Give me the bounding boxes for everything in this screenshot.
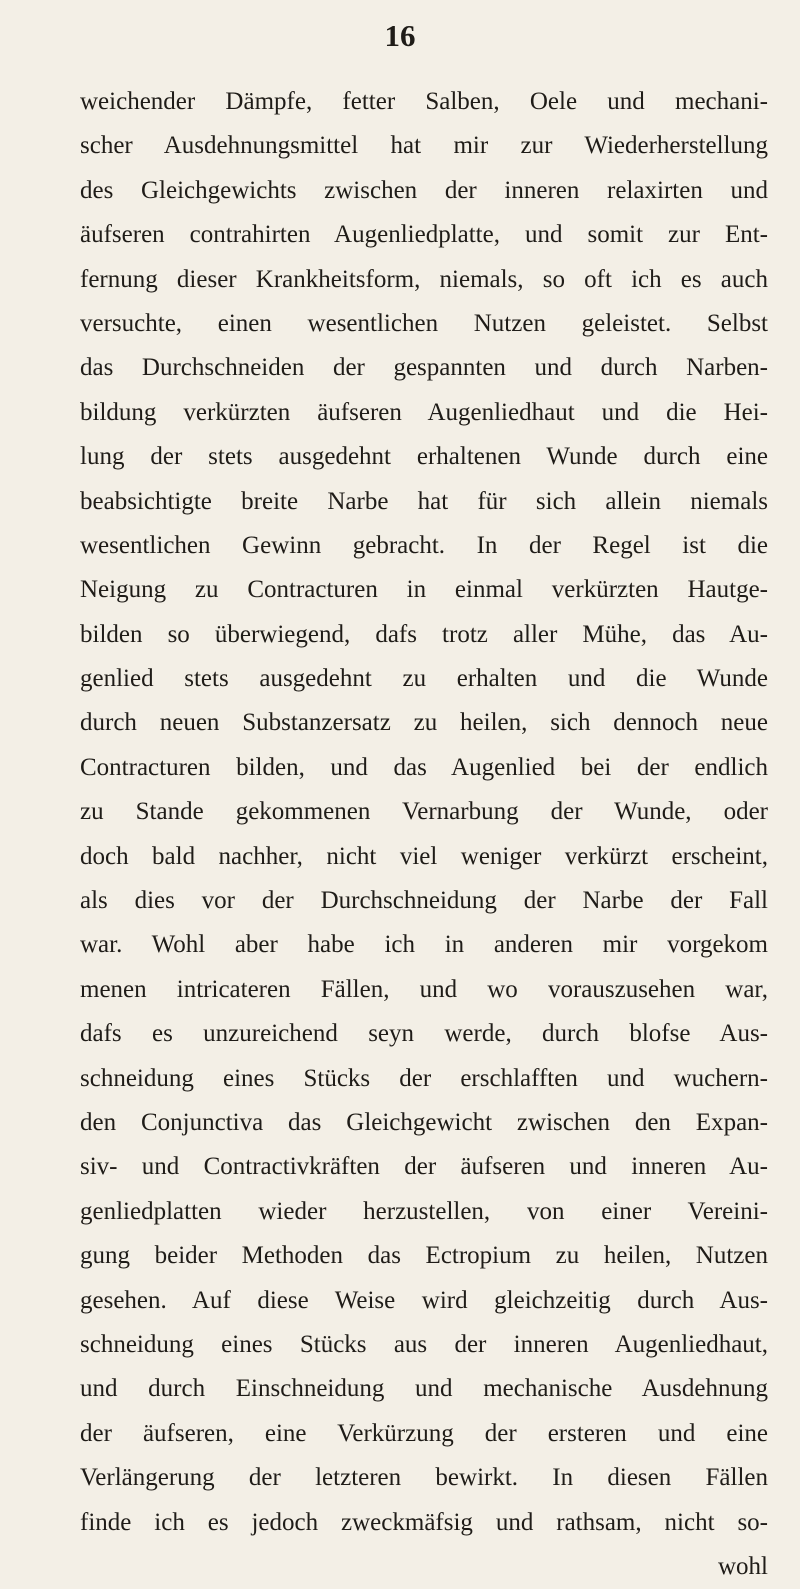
page-number: 16 <box>384 18 416 53</box>
text-line: durch neuen Substanzersatz zu heilen, sich dennoch neue <box>80 709 768 737</box>
text-line: Verlängerung der letzteren bewirkt. In diesen Fällen <box>80 1464 768 1492</box>
text-line: schneidung eines Stücks aus der inneren Augenliedhaut, <box>80 1330 768 1358</box>
text-line: das Durchschneiden der gespannten und durch Narben- <box>80 354 768 382</box>
text-line: bildung verkürzten äufseren Augenliedhaut und die Hei- <box>80 398 768 426</box>
text-line: menen intricateren Fällen, und wo vorauszusehen war, <box>80 975 768 1003</box>
text-line: gesehen. Auf diese Weise wird gleichzeitig durch Aus- <box>80 1286 768 1314</box>
text-line: dafs es unzureichend seyn werde, durch blofse Aus- <box>80 1020 768 1048</box>
text-line: den Conjunctiva das Gleichgewicht zwischen den Expan- <box>80 1108 768 1136</box>
text-line: Neigung zu Contracturen in einmal verkürzten Hautge- <box>80 576 768 604</box>
text-line: der äufseren, eine Verkürzung der ersteren und eine <box>80 1419 768 1447</box>
text-line: Contracturen bilden, und das Augenlied bei der endlich <box>80 753 768 781</box>
text-line: scher Ausdehnungsmittel hat mir zur Wiederherstellung <box>80 132 768 160</box>
text-line: schneidung eines Stücks der erschlafften und wuchern- <box>80 1064 768 1092</box>
text-line: und durch Einschneidung und mechanische Ausdehnung <box>80 1375 768 1403</box>
text-line: als dies vor der Durchschneidung der Narbe der Fall <box>80 887 768 915</box>
text-line: genliedplatten wieder herzustellen, von einer Vereini- <box>80 1197 768 1225</box>
text-line: zu Stande gekommenen Vernarbung der Wunde, oder <box>80 798 768 826</box>
text-line: des Gleichgewichts zwischen der inneren relaxirten und <box>80 176 768 204</box>
text-line: genlied stets ausgedehnt zu erhalten und die Wunde <box>80 665 768 693</box>
text-line: lung der stets ausgedehnt erhaltenen Wunde durch eine <box>80 443 768 471</box>
text-line: versuchte, einen wesentlichen Nutzen geleistet. Selbst <box>80 309 768 337</box>
text-line: äufseren contrahirten Augenliedplatte, und somit zur Ent- <box>80 221 768 249</box>
text-line: siv- und Contractivkräften der äufseren und inneren Au- <box>80 1153 768 1181</box>
text-line: fernung dieser Krankheitsform, niemals, so oft ich es auch <box>80 265 768 293</box>
text-line: doch bald nachher, nicht viel weniger verkürzt erscheint, <box>80 842 768 870</box>
text-line: beabsichtigte breite Narbe hat für sich allein niemals <box>80 487 768 515</box>
body-text <box>80 80 768 1589</box>
text-line: weichender Dämpfe, fetter Salben, Oele und mechani- <box>80 88 768 115</box>
text-line: war. Wohl aber habe ich in anderen mir vorgekom <box>80 931 768 959</box>
text-line: wesentlichen Gewinn gebracht. In der Regel ist die <box>80 531 768 559</box>
catchword: wohl <box>718 1552 768 1580</box>
text-line: finde ich es jedoch zweckmäfsig und rathsam, nicht so- <box>80 1508 768 1536</box>
text-line: bilden so überwiegend, dafs trotz aller Mühe, das Au- <box>80 620 768 648</box>
text-line: gung beider Methoden das Ectropium zu heilen, Nutzen <box>80 1242 768 1270</box>
